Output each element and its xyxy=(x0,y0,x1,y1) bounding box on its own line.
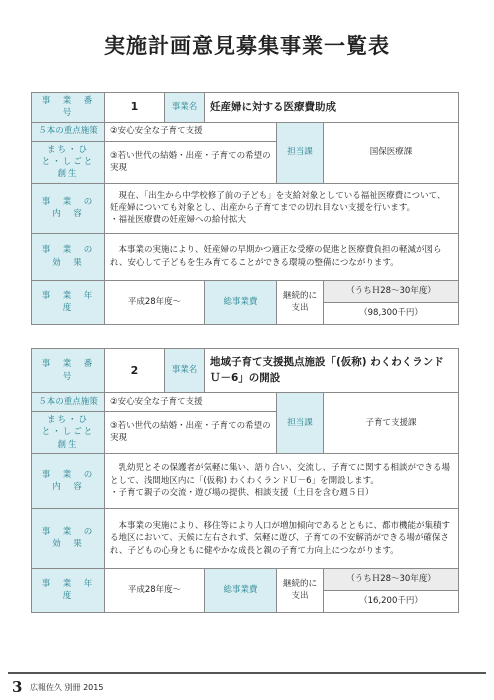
label-content: 事 業 の 内 容 xyxy=(32,183,105,233)
label-effect: 事 業 の 効 果 xyxy=(32,233,105,280)
label-machi: まち・ひと・しごと創生 xyxy=(32,412,105,454)
cost-amount: （16,200千円） xyxy=(324,590,459,612)
content-text: 乳幼児とその保護者が気軽に集い、語り合い、交流し、子育てに関する相談ができる場として、浅間地区内に「(仮称) わくわくランドＵ－6」を開設します。 xyxy=(110,463,451,486)
dept-value: 子育て支援課 xyxy=(324,393,459,454)
label-year: 事 業 年 度 xyxy=(32,568,105,612)
effect-text: 本事業の実施により、移住等により人口が増加傾向であるとともに、都市機能が集積する地区において、天候に左右されず、気軽に遊び、子育ての不安解消ができる場が確保され、子どもの心身ともに健やかな成長と親の子育て力向上につながります。 xyxy=(110,520,451,556)
content-bullet: ・子育て親子の交流・遊び場の提供、相談支援（土日を含む週５日） xyxy=(110,488,374,499)
policy-value: ②安心安全な子育て支援 xyxy=(105,122,277,141)
effect-cell xyxy=(105,508,459,568)
content-text: 現在、「出生から中学校修了前の子ども」を支給対象としている福祉医療費について、妊産婦についても対象とし、出産から子育てまでの切れ目ない支援を行います。 xyxy=(110,190,446,213)
project-name: 地域子育て支援拠点施設「(仮称) わくわくランドＵ－6」の開設 xyxy=(205,349,459,393)
label-cost: 総事業費 xyxy=(205,568,277,612)
cost-period: （うちＨ28～30年度） xyxy=(324,568,459,590)
machi-value: ③若い世代の結婚・出産・子育ての希望の実現 xyxy=(105,141,277,183)
label-year: 事 業 年 度 xyxy=(32,280,105,324)
label-name: 事業名 xyxy=(165,349,205,393)
page-title: 実施計画意見募集事業一覧表 xyxy=(104,34,390,58)
label-effect: 事 業 の 効 果 xyxy=(32,508,105,568)
page-footer xyxy=(8,672,486,696)
project-number: 1 xyxy=(105,93,165,123)
policy-value: ②安心安全な子育て支援 xyxy=(105,393,277,412)
publication-name: 広報佐久 別冊 2015 xyxy=(30,683,104,692)
cost-amount: （98,300千円） xyxy=(324,302,459,324)
machi-value: ③若い世代の結婚・出産・子育ての希望の実現 xyxy=(105,412,277,454)
cost-value: 継続的に支出 xyxy=(277,568,324,612)
content-cell xyxy=(105,453,459,508)
year-value: 平成28年度～ xyxy=(105,568,205,612)
project-number: 2 xyxy=(105,349,165,393)
label-number: 事 業 番 号 xyxy=(32,349,105,393)
footer-rule xyxy=(8,672,486,674)
content-cell xyxy=(105,183,459,233)
label-cost: 総事業費 xyxy=(205,280,277,324)
page-number: 3 xyxy=(12,678,23,696)
label-policy: ５本の重点施策 xyxy=(32,393,105,412)
effect-text: 本事業の実施により、妊産婦の早期かつ適正な受療の促進と医療費負担の軽減が図られ、安心して子どもを生み育てることができる環境の整備につながります。 xyxy=(110,245,442,268)
effect-cell xyxy=(105,233,459,280)
label-policy: ５本の重点施策 xyxy=(32,122,105,141)
project-table-1 xyxy=(31,92,459,325)
label-machi: まち・ひと・しごと創生 xyxy=(32,141,105,183)
project-name: 妊産婦に対する医療費助成 xyxy=(205,93,459,123)
year-value: 平成28年度～ xyxy=(105,280,205,324)
cost-period: （うちＨ28～30年度） xyxy=(324,280,459,302)
label-name: 事業名 xyxy=(165,93,205,123)
label-number: 事 業 番 号 xyxy=(32,93,105,123)
label-dept: 担当課 xyxy=(277,393,324,454)
content-bullet: ・福祉医療費の妊産婦への給付拡大 xyxy=(110,215,247,226)
label-dept: 担当課 xyxy=(277,122,324,183)
label-content: 事 業 の 内 容 xyxy=(32,453,105,508)
cost-value: 継続的に支出 xyxy=(277,280,324,324)
project-table-2 xyxy=(31,348,459,613)
dept-value: 国保医療課 xyxy=(324,122,459,183)
